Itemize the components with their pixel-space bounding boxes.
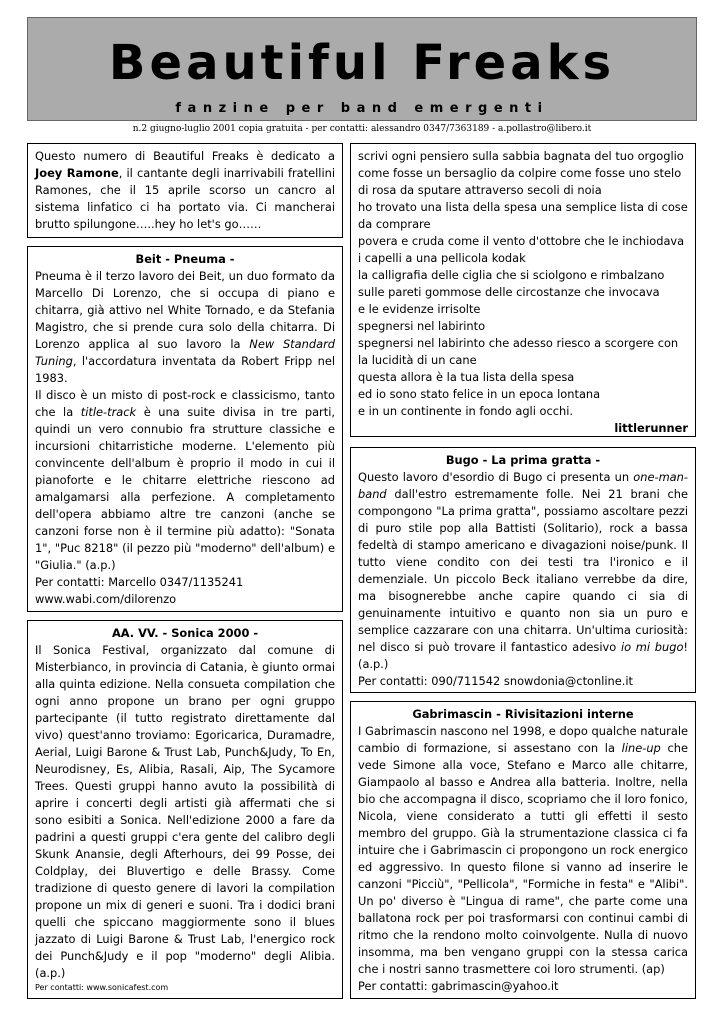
beit-contact: Per contatti: Marcello 0347/1135241 bbox=[35, 575, 244, 589]
beit-paragraph-2 bbox=[35, 387, 335, 574]
sonica-title: AA. VV. - Sonica 2000 - bbox=[111, 626, 259, 640]
bugo-title: Bugo - La prima gratta - bbox=[445, 453, 601, 467]
text-part: , l'accordatura inventata da Robert Fripp nel 1983. bbox=[35, 354, 335, 385]
beit-review bbox=[27, 246, 343, 612]
text-part: Pneuma è il terzo lavoro dei Beit, un duo formato da Marcello Di Lorenzo, che si occupa di piano e chitarra, già attivo nel White Tornado, e da Stefania Magistro, che si prende cura solo della chitarra. Di Lorenzo applica al suo lavoro la bbox=[35, 269, 335, 351]
text-part: che vede Simone alla voce, Stefano e Marco alle chitarre, Giampaolo al basso e Andrea alla batteria. Inoltre, nella bio che accompagna il disco, scopriamo che il loro fonico, Nicola, viene considerato a tutti gli effetti il sesto membro del gruppo. Già la strumentazione classica ci fa intuire che i Gabrimascin ci propongono un rock energico ed aggressivo. In questo filone si vanno ad inserire le canzoni "Picciù", "Pellicola", "Formiche in festa" e "Alibi". Un po' diverso è "Lingua di rame", che parte come una ballatona rock per poi trasformarsi con continui cambi di ritmo che la rendono molto coinvolgente. Nulla di nuovo insomma, ma ben vengano gruppi con la stessa carica che i nostri sanno trasmettere coi loro strumenti. (ap) bbox=[358, 741, 688, 976]
poem-line: spegnersi nel labirinto bbox=[358, 319, 486, 333]
poem-box bbox=[350, 143, 696, 437]
poem-line: e in un continente in fondo agli occhi. bbox=[358, 404, 573, 418]
text-part: I Gabrimascin nascono nel 1998, e dopo qualche naturale cambio di formazione, si assestano con la bbox=[358, 724, 688, 755]
poem-line: e le evidenze irrisolte bbox=[358, 302, 481, 316]
poem-line: ed io sono stato felice in un epoca lontana bbox=[358, 387, 601, 401]
beit-paragraph-1 bbox=[35, 268, 335, 387]
text-part: ! (a.p.) bbox=[358, 640, 688, 671]
poem-line: povera e cruda come il vento d'ottobre che le inchiodava i capelli a una pellicola kodak bbox=[358, 234, 685, 265]
text-part: è una suite divisa in tre parti, quindi un vero connubio fra strutture classiche e incursioni chitarristiche moderne. L'elemento più convincente dell'album è proprio il modo in cui il pianoforte e le chitarre elettriche riescono ad amalgamarsi alla perfezione. A completamento dell'opera abbiamo altre tre canzoni (anche se canzoni forse non è il termine più adatto): "Sonata 1", "Puc 8218" (il pezzo più "moderno" dell'album) e "Giulia." (a.p.) bbox=[35, 405, 335, 572]
intro-text-part: , il cantante degli inarrivabili fratellini Ramones, che il 15 aprile scorso un cancro al sistema linfatico ci ha portato via. Ci mancherai brutto spilungone…..hey ho let's go…… bbox=[35, 166, 335, 231]
gabrimascin-title: Gabrimascin - Rivisitazioni interne bbox=[412, 707, 634, 721]
text-italic: one-man-band bbox=[358, 470, 688, 501]
masthead bbox=[27, 17, 697, 121]
poem-line: ho trovato una lista della spesa una semplice lista di cose da comprare bbox=[358, 200, 688, 231]
issue-info: n.2 giugno-luglio 2001 copia gratuita - per contatti: alessandro 0347/7363189 - a.pollastro@libero.it bbox=[132, 124, 592, 134]
poem-line: scrivi ogni pensiero sulla sabbia bagnata del tuo orgoglio bbox=[358, 149, 684, 163]
gabrimascin-contact: Per contatti: gabrimascin@yahoo.it bbox=[358, 979, 559, 993]
gabrimascin-review bbox=[350, 701, 696, 999]
poem-line: come fosse un bersaglio da colpire come fosse uno stelo di rosa da sputare attraverso secoli di noia bbox=[358, 166, 682, 197]
bugo-contact: Per contatti: 090/711542 snowdonia@ctonline.it bbox=[358, 674, 634, 688]
beit-title: Beit - Pneuma - bbox=[135, 252, 235, 266]
text-part: Questo lavoro d'esordio di Bugo ci presenta un bbox=[358, 470, 634, 484]
text-part: Il disco è un misto di post-rock e classicismo, tanto che la bbox=[35, 388, 335, 419]
text-italic: io mi bugo bbox=[620, 640, 684, 654]
text-part: dall'estro estremamente folle. Nei 21 brani che compongono "La prima gratta", possiamo ascoltare pezzi di puro stile pop alla Battisti (Solitario), rock a bassa fedeltà di stampo americano e divagazioni noise/punk. Il tutto viene condito con dei testi tra l'ironico e il demenziale. Un piccolo Beck italiano verrebbe da dire, ma bisognerebbe anche capire quando ci sia di genuinamente intuitivo e quanto non sia un puro e semplice cazzarare con una chitarra. Un'ultima curiosità: nel disco si può trovare il fantastico adesivo bbox=[358, 487, 688, 654]
text-italic: line-up bbox=[621, 741, 661, 755]
text-italic: title-track bbox=[80, 405, 137, 419]
intro-box bbox=[27, 143, 343, 238]
beit-website: www.wabi.com/dilorenzo bbox=[35, 592, 177, 606]
poem-line: questa allora è la tua lista della spesa bbox=[358, 370, 575, 384]
sonica-body: Il Sonica Festival, organizzato dal comune di Misterbianco, in provincia di Catania, è giunto ormai alla quinta edizione. Nella consueta compilation che ogni anno propone un brano per ogni gruppo partecipante (il tutto registrato direttamente dal vivo) quest'anno troviamo: Egoricarica, Duramadre, Aerial, Luigi Barone & Trust Lab, Punch&Judy, To En, Neurodisney, Es, Alibia, Rasali, Aip, The Sycamore Trees. Questi gruppi hanno avuto la possibilità di aprire i concerti degli artisti già affermati che si sono esibiti a Sonica. Nell'edizione 2000 a fare da padrini a questi gruppi c'era gente del calibro degli Skunk Anansie, degli Afterhours, dei 99 Posse, dei Coldplay, dei Bluvertigo e delle Brassy. Come tradizione di questo genere di lavori la compilation propone un mix di generi e suoni. Tra i dodici brani quelli che spiccano maggiormente sono il blues jazzato di Luigi Barone & Trust Lab, l'energico rock dei Punch&Judy e il pop "moderno" degli Alibia. (a.p.) bbox=[35, 643, 335, 980]
text-italic: New Standard Tuning bbox=[35, 337, 335, 368]
intro-text-part: Questo numero di Beautiful Freaks è dedicato a bbox=[35, 149, 335, 163]
sonica-contact: Per contatti: www.sonicafest.com bbox=[35, 983, 169, 992]
intro-text bbox=[35, 148, 335, 233]
poem-line: la calligrafia delle ciglia che si sciolgono e rimbalzano sulle pareti gommose delle circostanze che invocava bbox=[358, 268, 665, 299]
gabrimascin-body bbox=[358, 723, 688, 978]
intro-dedicatee: Joey Ramone bbox=[35, 166, 119, 180]
sonica-review bbox=[27, 620, 343, 999]
bugo-review bbox=[350, 447, 696, 693]
fanzine-subtitle: fanzine per band emergenti bbox=[175, 101, 549, 116]
poem-line: spegnersi nel labirinto che adesso riesco a scorgere con la lucidità di un cane bbox=[358, 336, 679, 367]
fanzine-title: Beautiful Freaks bbox=[108, 35, 616, 91]
bugo-body bbox=[358, 469, 688, 673]
poem-signature: littlerunner bbox=[614, 421, 688, 435]
